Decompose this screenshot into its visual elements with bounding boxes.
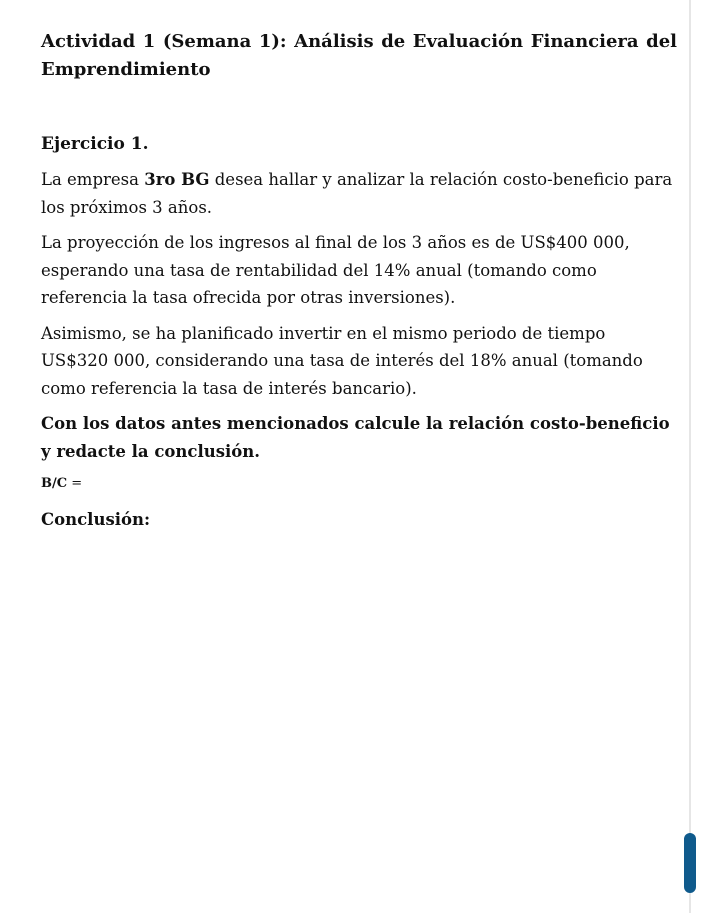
- exercise-heading: Ejercicio 1.: [41, 134, 149, 154]
- paragraph-company-before: La empresa: [41, 170, 145, 189]
- conclusion-label: Conclusión:: [41, 510, 151, 529]
- formula-equals: =: [67, 476, 83, 491]
- paragraph-income: La proyección de los ingresos al final de los 3 años es de US$400 000, esperando una tasa de rentabilidad del 14% anual (tomando como referencia la tasa ofrecida por otras inversiones).: [41, 233, 630, 307]
- document-page: [41, 28, 677, 534]
- activity-title: Actividad 1 (Semana 1): Análisis de Evaluación Financiera del Emprendimiento: [41, 31, 677, 80]
- scrollbar-thumb[interactable]: [684, 833, 696, 893]
- instruction-text: Con los datos antes mencionados calcule la relación costo-beneficio y redacte la conclusión.: [41, 414, 670, 461]
- paragraph-investment: Asimismo, se ha planificado invertir en el mismo periodo de tiempo US$320 000, considerando una tasa de interés del 18% anual (tomando como referencia la tasa de interés bancario).: [41, 323, 643, 398]
- company-name: 3ro BG: [144, 170, 210, 189]
- paragraph-company: [41, 166, 677, 221]
- formula-label: B/C: [41, 476, 68, 491]
- scrollbar-track[interactable]: [689, 0, 691, 913]
- paragraph-company-after: desea hallar y analizar la relación costo-beneficio para los próximos 3 años.: [41, 170, 673, 217]
- benefit-cost-formula: [41, 474, 677, 494]
